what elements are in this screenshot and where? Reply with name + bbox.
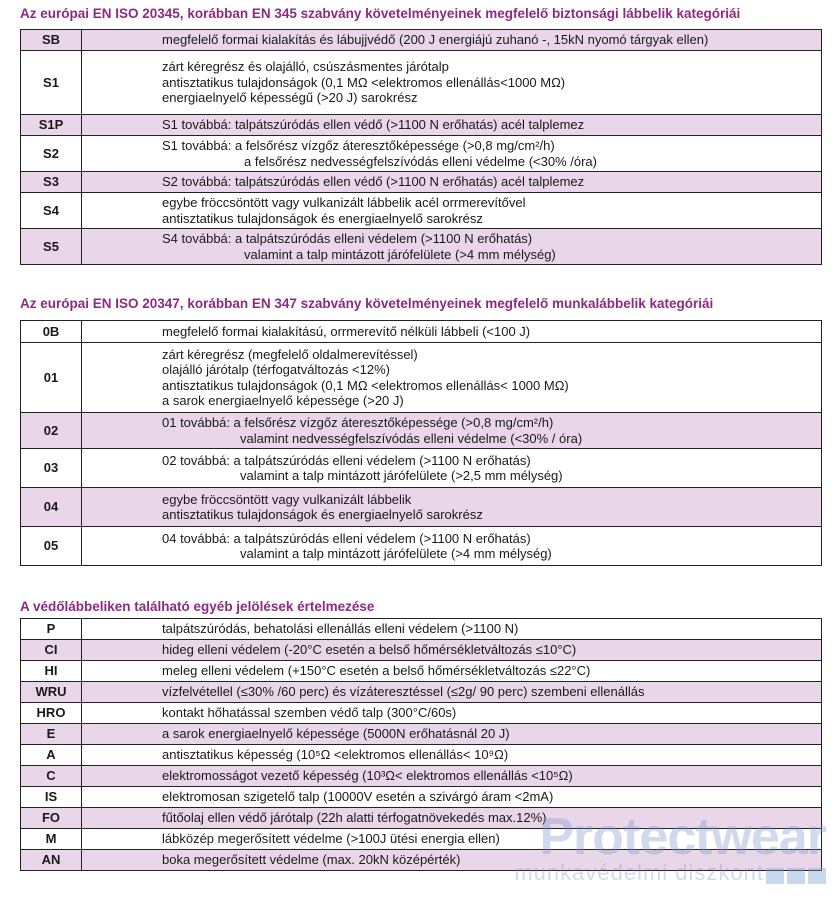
description-line: antisztatikus tulajdonságok (0,1 MΩ <elektromos ellenállás<1000 MΩ) xyxy=(162,74,566,90)
table-row xyxy=(21,619,822,640)
category-code: WRU xyxy=(21,682,82,703)
category-description xyxy=(82,640,822,661)
category-code: 01 xyxy=(21,343,82,413)
category-code: S4 xyxy=(21,193,82,229)
category-code: A xyxy=(21,745,82,766)
table-row xyxy=(21,661,822,682)
description-line: valamint a talp mintázott járófelülete (>4 mm mélység) xyxy=(240,546,552,561)
section-title-2: Az európai EN ISO 20347, korábban EN 347 szabvány követelményeinek megfelelő munkalábbelik kategóriái xyxy=(20,296,714,311)
description-line: zárt kéregrész és olajálló, csúszásmentes járótalp xyxy=(162,59,449,75)
category-description xyxy=(82,766,822,787)
table-row xyxy=(21,766,822,787)
table-row xyxy=(21,413,822,449)
description-line: antisztatikus tulajdonságok és energiaelnyelő sarokrész xyxy=(162,507,483,522)
category-code: 0B xyxy=(21,321,82,343)
markings-table xyxy=(20,618,822,871)
table-row xyxy=(21,172,822,193)
description-line: valamint nedvességfelszívódás elleni védelme (<30% / óra) xyxy=(240,430,583,446)
category-code: S3 xyxy=(21,172,82,193)
description-line: hideg elleni védelem (-20°C esetén a belső hőmérsékletváltozás ≤10°C) xyxy=(162,642,577,658)
category-code: P xyxy=(21,619,82,640)
category-description xyxy=(82,787,822,808)
category-code: HRO xyxy=(21,703,82,724)
description-line: vízfelvétellel (≤30% /60 perc) és vízáteresztéssel (≤2g/ 90 perc) szembeni ellenállás xyxy=(162,684,645,700)
description-line: valamint a talp mintázott járófelülete (>2,5 mm mélység) xyxy=(240,468,563,483)
category-code: AN xyxy=(21,850,82,871)
category-code: E xyxy=(21,724,82,745)
watermark-brand: Protectwear xyxy=(539,808,826,866)
description-line: a sarok energiaelnyelő képessége (5000N erőhatásnál 20 J) xyxy=(162,726,510,742)
category-description xyxy=(82,488,822,527)
description-line: antisztatikus tulajdonságok (0,1 MΩ <elektromos ellenállás< 1000 MΩ) xyxy=(162,377,569,393)
table-row xyxy=(21,30,822,51)
category-code: FO xyxy=(21,808,82,829)
table-row xyxy=(21,115,822,136)
table-row xyxy=(21,808,822,829)
table-row xyxy=(21,527,822,566)
description-line: megfelelő formai kialakítás és lábujjvédő (200 J energiájú zuhanó -, 15kN nyomó tárgyak ellen) xyxy=(162,32,709,48)
description-line: valamint a talp mintázott járófelülete (>4 mm mélység) xyxy=(244,246,556,262)
category-code: C xyxy=(21,766,82,787)
category-description xyxy=(82,136,822,172)
category-description xyxy=(82,172,822,193)
table-row xyxy=(21,787,822,808)
table-row xyxy=(21,321,822,343)
description-line: elektromosan szigetelő talp (10000V esetén a szivárgó áram <2mA) xyxy=(162,789,554,805)
description-line: 02 továbbá: a talpátszúródás elleni védelem (>1100 N erőhatás) xyxy=(162,452,531,468)
description-line: S1 továbbá: talpátszúródás ellen védő (>1100 N erőhatás) acél talplemez xyxy=(162,117,585,133)
work-footwear-table xyxy=(20,320,822,566)
description-line: fűtőolaj ellen védő járótalp (22h alatti térfogatnövekedés max.12%) xyxy=(162,810,547,826)
category-description xyxy=(82,829,822,850)
category-description xyxy=(82,51,822,115)
category-code: S5 xyxy=(21,229,82,265)
category-code: IS xyxy=(21,787,82,808)
category-description xyxy=(82,745,822,766)
description-line: antisztatikus tulajdonságok és energiaelnyelő sarokrész xyxy=(162,210,483,226)
category-description xyxy=(82,449,822,488)
category-description xyxy=(82,808,822,829)
table-row xyxy=(21,682,822,703)
description-line: S2 továbbá: talpátszúródás ellen védő (>1100 N erőhatás) acél talplemez xyxy=(162,174,585,190)
category-code: CI xyxy=(21,640,82,661)
category-code: SB xyxy=(21,30,82,51)
description-line: olajálló járótalp (térfogatváltozás <12%) xyxy=(162,362,390,377)
category-description xyxy=(82,682,822,703)
category-code: M xyxy=(21,829,82,850)
table-row xyxy=(21,193,822,229)
description-line: 04 továbbá: a talpátszúródás elleni védelem (>1100 N erőhatás) xyxy=(162,530,531,546)
category-description xyxy=(82,724,822,745)
category-description xyxy=(82,850,822,871)
description-line: lábközép megerősített védelme (>100J ütési energia ellen) xyxy=(162,831,500,847)
description-line: S1 továbbá: a felsőrész vízgőz áteresztőképessége (>0,8 mg/cm²/h) xyxy=(162,138,555,153)
category-description xyxy=(82,193,822,229)
category-description xyxy=(82,30,822,51)
description-line: a felsőrész nedvességfelszívódás elleni védelme (<30% /óra) xyxy=(244,153,597,169)
description-line: egybe fröccsöntött vagy vulkanizált lábbelik acél orrmerevítővel xyxy=(162,195,526,210)
description-line: 01 továbbá: a felsőrész vízgőz áteresztőképessége (>0,8 mg/cm²/h) xyxy=(162,415,554,430)
category-code: S2 xyxy=(21,136,82,172)
category-code: S1 xyxy=(21,51,82,115)
category-code: S1P xyxy=(21,115,82,136)
safety-footwear-table xyxy=(20,29,822,265)
description-line: zárt kéregrész (megfelelő oldalmerevítéssel) xyxy=(162,346,418,362)
table-row xyxy=(21,449,822,488)
category-code: 02 xyxy=(21,413,82,449)
description-line: energiaelnyelő képességű (>20 J) sarokrész xyxy=(162,90,418,106)
table-row xyxy=(21,136,822,172)
table-row xyxy=(21,640,822,661)
table-row xyxy=(21,343,822,413)
description-line: megfelelő formai kialakítású, orrmerevítő nélküli lábbeli (<100 J) xyxy=(162,323,531,339)
watermark-subtitle: munkavédelmi diszkont xyxy=(514,860,764,885)
description-line: kontakt hőhatással szemben védő talp (300°C/60s) xyxy=(162,705,457,721)
category-description xyxy=(82,343,822,413)
description-line: egybe fröccsöntött vagy vulkanizált lábbelik xyxy=(162,491,412,507)
category-code: 03 xyxy=(21,449,82,488)
category-description xyxy=(82,229,822,265)
category-code: HI xyxy=(21,661,82,682)
table-row xyxy=(21,51,822,115)
table-row xyxy=(21,745,822,766)
table-row xyxy=(21,724,822,745)
table-row xyxy=(21,850,822,871)
category-description xyxy=(82,527,822,566)
category-description xyxy=(82,321,822,343)
description-line: S4 továbbá: a talpátszúródás elleni védelem (>1100 N erőhatás) xyxy=(162,231,533,246)
category-description xyxy=(82,115,822,136)
description-line: meleg elleni védelem (+150°C esetén a belső hőmérsékletváltozás ≤22°C) xyxy=(162,663,591,679)
section-title-1: Az európai EN ISO 20345, korábban EN 345 szabvány követelményeinek megfelelő biztonsági lábbelik kategóriái xyxy=(20,6,741,21)
category-code: 04 xyxy=(21,488,82,527)
category-description xyxy=(82,619,822,640)
description-line: elektromosságot vezető képesség (10³Ω< elektromos ellenállás <10⁵Ω) xyxy=(162,768,573,784)
category-description xyxy=(82,413,822,449)
category-code: 05 xyxy=(21,527,82,566)
table-row xyxy=(21,703,822,724)
description-line: antisztatikus képesség (10⁵Ω <elektromos ellenállás< 10⁹Ω) xyxy=(162,747,509,763)
table-row xyxy=(21,829,822,850)
category-description xyxy=(82,703,822,724)
description-line: a sarok energiaelnyelő képessége (>20 J) xyxy=(162,393,404,408)
table-row xyxy=(21,488,822,527)
table-row xyxy=(21,229,822,265)
description-line: talpátszúródás, behatolási ellenállás elleni védelem (>1100 N) xyxy=(162,621,519,637)
section-title-3: A védőlábbeliken található egyéb jelölések értelmezése xyxy=(20,599,375,614)
description-line: boka megerősített védelme (max. 20kN középérték) xyxy=(162,852,461,868)
category-description xyxy=(82,661,822,682)
